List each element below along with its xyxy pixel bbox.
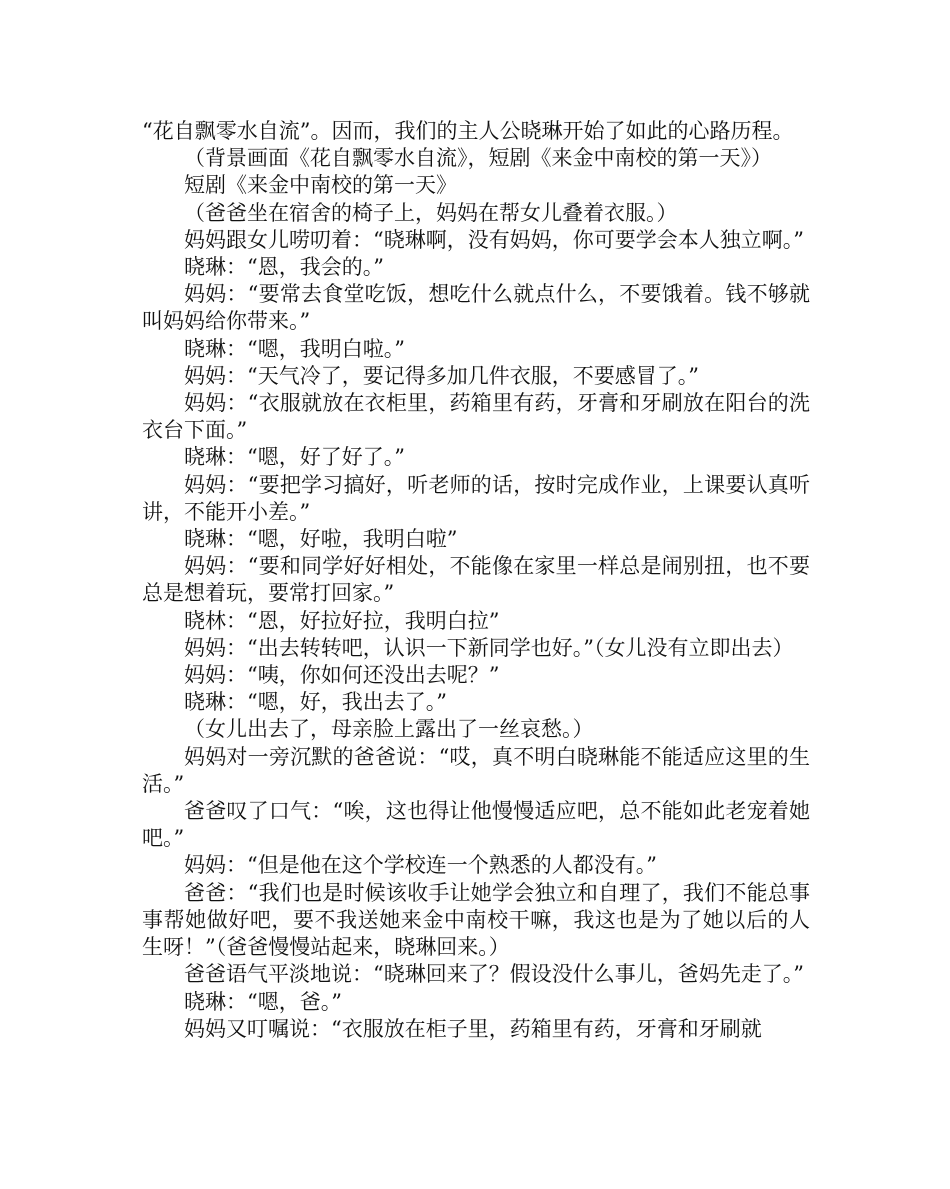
document-body xyxy=(142,118,810,1043)
paragraph: 晓琳：“嗯，好，我出去了。” xyxy=(184,690,447,715)
paragraph: 妈妈：“天气冷了，要记得多加几件衣服，不要感冒了。” xyxy=(184,363,699,388)
paragraph: 妈妈：“要把学习搞好，听老师的话，按时完成作业，上课要认真听讲，不能开小差。” xyxy=(142,472,810,524)
paragraph: 晓林：“恩，好拉好拉，我明白拉” xyxy=(184,608,500,633)
paragraph: 妈妈：“但是他在这个学校连一个熟悉的人都没有。” xyxy=(184,853,657,878)
paragraph: （背景画面《花自飘零水自流》，短剧《来金中南校的第一天》） xyxy=(184,146,772,171)
paragraph: “花自飘零水自流”。因而，我们的主人公晓琳开始了如此的心路历程。 xyxy=(142,119,794,143)
paragraph: 晓琳：“嗯，好啦，我明白啦” xyxy=(184,527,458,552)
paragraph: 短剧《来金中南校的第一天》 xyxy=(184,173,457,198)
paragraph: 妈妈：“要常去食堂吃饭，想吃什么就点什么，不要饿着。钱不够就叫妈妈给你带来。” xyxy=(142,282,810,334)
paragraph: 妈妈：“衣服就放在衣柜里，药箱里有药，牙膏和牙刷放在阳台的洗衣台下面。” xyxy=(142,391,810,443)
paragraph: 爸爸语气平淡地说：“晓琳回来了？假设没什么事儿，爸妈先走了。” xyxy=(184,962,804,987)
paragraph: 妈妈：“咦，你如何还没出去呢？” xyxy=(184,663,500,688)
paragraph: （女儿出去了，母亲脸上露出了一丝哀愁。） xyxy=(184,717,594,742)
paragraph: （爸爸坐在宿舍的椅子上，妈妈在帮女儿叠着衣服。） xyxy=(184,200,678,225)
paragraph: 爸爸：“我们也是时候该收手让她学会独立和自理了，我们不能总事事帮她做好吧，要不我送她来金中南校干嘛，我这也是为了她以后的人生呀！”（爸爸慢慢站起来，晓琳回来。） xyxy=(142,880,810,960)
paragraph: 妈妈：“出去转转吧，认识一下新同学也好。”（女儿没有立即出去） xyxy=(184,635,794,660)
paragraph: 爸爸叹了口气：“唉，这也得让他慢慢适应吧，总不能如此老宠着她吧。” xyxy=(142,799,810,851)
paragraph: 妈妈对一旁沉默的爸爸说：“哎，真不明白晓琳能不能适应这里的生活。” xyxy=(142,744,810,796)
paragraph: 妈妈：“要和同学好好相处，不能像在家里一样总是闹别扭，也不要总是想着玩，要常打回家。” xyxy=(142,554,810,606)
paragraph: 晓琳：“嗯，爸。” xyxy=(184,989,342,1014)
paragraph: 晓琳：“恩，我会的。” xyxy=(184,255,384,280)
paragraph: 妈妈又叮嘱说：“衣服放在柜子里，药箱里有药，牙膏和牙刷就 xyxy=(184,1016,762,1041)
paragraph: 妈妈跟女儿唠叨着：“晓琳啊，没有妈妈，你可要学会本人独立啊。” xyxy=(184,227,804,252)
paragraph: 晓琳：“嗯，我明白啦。” xyxy=(184,336,405,361)
paragraph: 晓琳：“嗯，好了好了。” xyxy=(184,445,405,470)
